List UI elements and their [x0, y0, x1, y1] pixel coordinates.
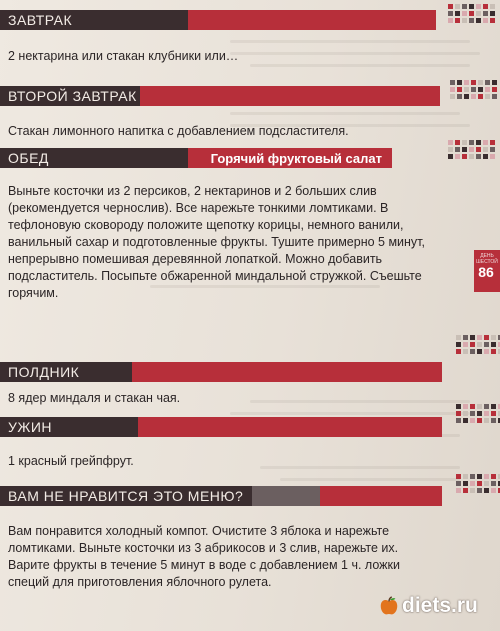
decor-square [484, 418, 489, 423]
decor-square [469, 147, 474, 152]
decor-square [492, 80, 497, 85]
decor-square [462, 4, 467, 9]
bleed-line [230, 112, 460, 115]
section-body: Вам понравится холодный компот. Очистите 3 яблока и нарежьте ломтиками. Выньте косточки из 3 абрикосов и 3 слив, нарежьте их. Варите фрукты в течение 5 минут в воде с добавлением 1 ч. ложки специй для приготовления яблочного рулета. [8, 524, 400, 589]
decor-square [470, 404, 475, 409]
decor-squares [456, 404, 500, 423]
decor-square [456, 418, 461, 423]
decor-square [455, 11, 460, 16]
decor-square [483, 11, 488, 16]
decor-square [476, 18, 481, 23]
decor-squares [456, 335, 500, 354]
decor-square [483, 154, 488, 159]
decor-square [492, 94, 497, 99]
decor-square [492, 87, 497, 92]
page-number-tab [474, 250, 500, 292]
decor-square [484, 474, 489, 479]
decor-square [490, 147, 495, 152]
section-title: ВАМ НЕ НРАВИТСЯ ЭТО МЕНЮ? [0, 486, 252, 506]
decor-square [490, 11, 495, 16]
decor-square [448, 4, 453, 9]
decor-square [469, 154, 474, 159]
decor-square [469, 11, 474, 16]
section-title: ПОЛДНИК [0, 362, 132, 382]
decor-square [476, 140, 481, 145]
decor-square [463, 411, 468, 416]
decor-square [491, 411, 496, 416]
recipe-title: Горячий фруктовый салат [188, 148, 392, 168]
decor-square [476, 154, 481, 159]
decor-square [457, 80, 462, 85]
decor-square [491, 481, 496, 486]
decor-square [455, 147, 460, 152]
decor-square [477, 404, 482, 409]
decor-square [469, 4, 474, 9]
decor-square [463, 418, 468, 423]
decor-square [448, 147, 453, 152]
bleed-line [230, 412, 470, 415]
decor-square [448, 18, 453, 23]
decor-squares [456, 474, 500, 493]
decor-square [462, 11, 467, 16]
decor-square [450, 87, 455, 92]
decor-square [455, 4, 460, 9]
decor-square [491, 474, 496, 479]
decor-square [483, 147, 488, 152]
decor-square [471, 80, 476, 85]
decor-square [485, 80, 490, 85]
decor-square [456, 349, 461, 354]
decor-square [457, 87, 462, 92]
decor-square [490, 154, 495, 159]
decor-square [485, 87, 490, 92]
bleed-line [280, 478, 460, 481]
decor-square [477, 488, 482, 493]
decor-square [455, 18, 460, 23]
decor-square [484, 342, 489, 347]
decor-square [463, 404, 468, 409]
decor-square [448, 140, 453, 145]
section-title: ОБЕД [0, 148, 188, 168]
bleed-line [260, 466, 460, 469]
section-body: 2 нектарина или стакан клубники или… [8, 49, 239, 63]
section-title: УЖИН [0, 417, 138, 437]
bleed-line [230, 40, 470, 43]
decor-square [470, 411, 475, 416]
decor-square [477, 481, 482, 486]
decor-square [483, 18, 488, 23]
decor-squares [448, 4, 495, 23]
decor-square [484, 335, 489, 340]
decor-square [470, 349, 475, 354]
decor-square [456, 404, 461, 409]
decor-square [490, 140, 495, 145]
decor-square [463, 342, 468, 347]
decor-square [457, 94, 462, 99]
decor-square [491, 335, 496, 340]
decor-square [478, 80, 483, 85]
bleed-line [250, 64, 470, 67]
decor-square [477, 335, 482, 340]
section-header-second-breakfast [0, 86, 440, 106]
bleed-line [230, 52, 480, 55]
decor-square [456, 411, 461, 416]
decor-square [470, 481, 475, 486]
decor-square [462, 140, 467, 145]
decor-square [491, 404, 496, 409]
decor-square [456, 488, 461, 493]
decor-square [483, 4, 488, 9]
decor-square [484, 411, 489, 416]
decor-square [464, 87, 469, 92]
decor-square [470, 488, 475, 493]
section-header-alternative [0, 486, 442, 506]
decor-square [463, 349, 468, 354]
decor-square [470, 418, 475, 423]
section-header-breakfast [0, 10, 436, 30]
section-body: 8 ядер миндаля и стакан чая. [8, 391, 181, 405]
decor-square [477, 342, 482, 347]
decor-square [491, 349, 496, 354]
decor-square [484, 481, 489, 486]
decor-square [469, 18, 474, 23]
decor-square [491, 418, 496, 423]
decor-square [476, 4, 481, 9]
decor-square [464, 94, 469, 99]
decor-square [455, 154, 460, 159]
decor-square [450, 94, 455, 99]
section-title: ВТОРОЙ ЗАВТРАК [0, 86, 140, 106]
decor-square [463, 481, 468, 486]
decor-square [477, 349, 482, 354]
decor-square [456, 474, 461, 479]
decor-square [470, 335, 475, 340]
decor-square [462, 18, 467, 23]
decor-square [485, 94, 490, 99]
decor-square [463, 335, 468, 340]
decor-square [483, 140, 488, 145]
day-label: ДЕНЬ ШЕСТОЙ [476, 253, 498, 265]
decor-square [456, 335, 461, 340]
decor-square [456, 481, 461, 486]
page-number: 86 [478, 264, 494, 280]
section-body: Выньте косточки из 2 персиков, 2 нектаринов и 2 больших слив (рекомендуется чернослив). Все нарежьте тонкими ломтиками. В тефлоновую сковороду положите щепотку корицы, немного ванили, ванильный сахар и подготовленные фрукты. Тушите примерно 5 минут, непрерывно помешивая деревянной лопаткой. Можно добавить подсластитель. Посыпьте обжаренной миндальной стружкой. Съешьте горячим. [8, 184, 425, 300]
decor-square [470, 342, 475, 347]
decor-square [476, 11, 481, 16]
site-watermark [378, 594, 478, 618]
decor-square [462, 147, 467, 152]
decor-squares [448, 140, 495, 159]
section-title: ЗАВТРАК [0, 10, 188, 30]
decor-square [471, 94, 476, 99]
decor-square [478, 87, 483, 92]
section-body: Стакан лимонного напитка с добавлением подсластителя. [8, 124, 349, 138]
decor-square [448, 154, 453, 159]
decor-square [471, 87, 476, 92]
section-header-dinner [0, 417, 442, 437]
decor-square [463, 474, 468, 479]
decor-square [490, 4, 495, 9]
section-header-snack [0, 362, 442, 382]
decor-square [462, 154, 467, 159]
decor-square [477, 474, 482, 479]
decor-square [491, 342, 496, 347]
decor-square [456, 342, 461, 347]
decor-square [470, 474, 475, 479]
decor-square [469, 140, 474, 145]
decor-square [476, 147, 481, 152]
decor-square [478, 94, 483, 99]
decor-square [484, 404, 489, 409]
decor-square [448, 11, 453, 16]
decor-squares [450, 80, 497, 99]
section-header-lunch [0, 148, 392, 168]
decor-square [477, 418, 482, 423]
decor-square [464, 80, 469, 85]
decor-square [477, 411, 482, 416]
decor-square [484, 488, 489, 493]
bleed-line [250, 400, 470, 403]
section-body: 1 красный грейпфрут. [8, 454, 134, 468]
decor-square [455, 140, 460, 145]
decor-square [463, 488, 468, 493]
watermark-text: diets.ru [402, 594, 478, 617]
decor-square [450, 80, 455, 85]
decor-square [491, 488, 496, 493]
apple-icon [378, 595, 400, 617]
decor-square [490, 18, 495, 23]
decor-square [484, 349, 489, 354]
